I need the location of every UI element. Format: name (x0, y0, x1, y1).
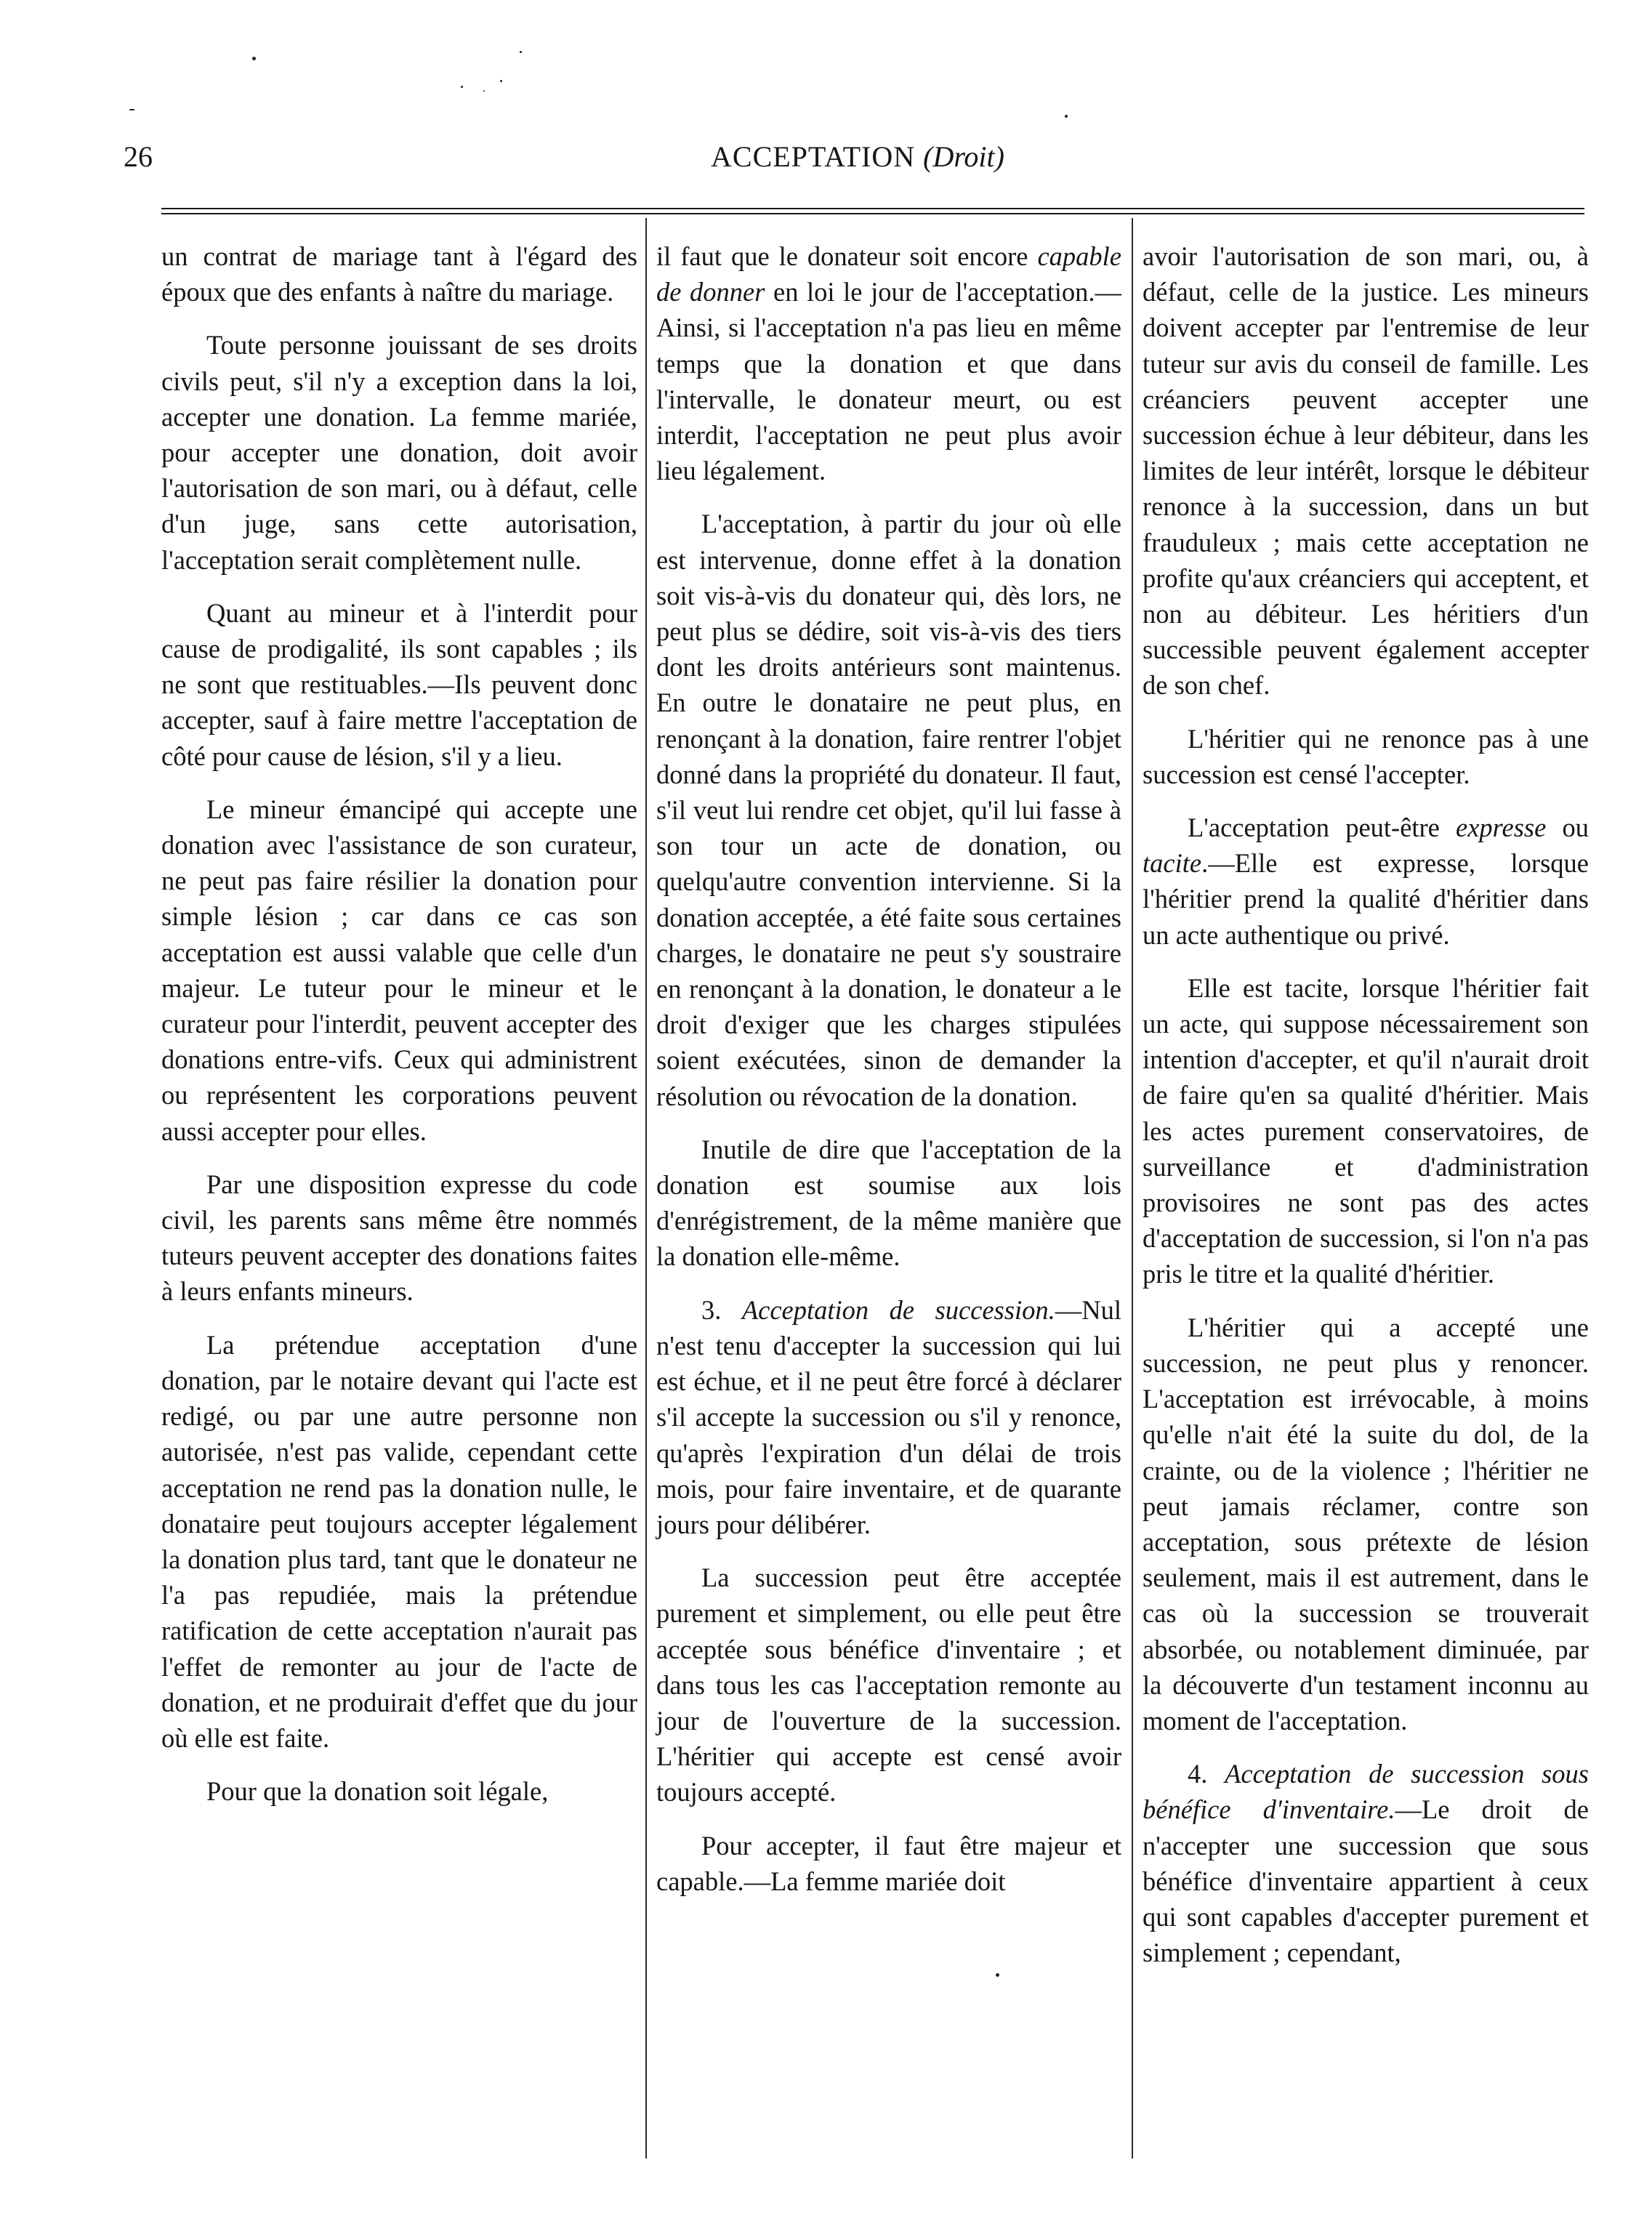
paragraph (161, 1166, 637, 1310)
column-divider-right (1132, 218, 1133, 2158)
running-title-main: ACCEPTATION (711, 140, 916, 173)
paragraph (161, 595, 637, 774)
paragraph (1143, 1310, 1589, 1738)
paragraph (656, 506, 1121, 1113)
text-run: .—Elle est expresse, lorsque l'héritier prend la qualité d'héritier dans un acte authentique ou privé. (1143, 848, 1589, 950)
text-run: L'acceptation, à partir du jour où elle est intervenue, donne effet à la donation soit vis-à-vis du donateur qui, dès lors, ne peut plus se dédire, soit vis-à-vis des tiers dont les droits antérieurs sont maintenus. En outre le donataire ne peut plus, en renonçant à la donation, faire rentrer l'objet donné dans la propriété du donateur. Il faut, s'il veut lui rendre cet objet, qu'il lui fasse à son tour un acte de donation, ou quelqu'autre convention intervienne. Si la donation acceptée, a été faite sous certaines charges, le donataire ne peut s'y soustraire en renonçant à la donation, le donateur a le droit d'exiger que les charges stipulées soient exécutées, sinon de demander la résolution ou révocation de la donation. (656, 509, 1121, 1111)
italic-text: Acceptation de succession. (741, 1294, 1055, 1325)
paragraph (161, 327, 637, 577)
text-run: un contrat de mariage tant à l'égard des époux que des enfants à naître du mariage. (161, 241, 637, 307)
text-run: Par une disposition expresse du code civil, les parents sans même être nommés tuteurs peuvent accepter des donations faites à leurs enfants mineurs. (161, 1169, 637, 1307)
paragraph (1143, 1756, 1589, 1970)
italic-text: tacite (1143, 848, 1202, 879)
text-run: L'héritier qui ne renonce pas à une succession est censé l'accepter. (1143, 723, 1589, 789)
text-run: 4. (1188, 1759, 1225, 1789)
paragraph (656, 1828, 1121, 1899)
text-run: Pour accepter, il faut être majeur et capable.—La femme mariée doit (656, 1830, 1121, 1896)
italic-text: capable de donner (656, 241, 1121, 307)
text-run: Toute personne jouissant de ses droits civils peut, s'il n'y a exception dans la loi, accepter une donation. La femme mariée, pour accepter une donation, doit avoir l'autorisation de son mari, ou à défaut, celle d'un juge, sans cette autorisation, l'acceptation serait complètement nulle. (161, 330, 637, 575)
paragraph (161, 791, 637, 1149)
text-run: La succession peut être acceptée purement et simplement, ou elle peut être acceptée sous bénéfice d'inventaire ; et dans tous les cas l'acceptation remonte au jour de l'ouverture de la succession. L'héritier qui accepte est censé avoir toujours accepté. (656, 1563, 1121, 1807)
header-rule (161, 208, 1584, 214)
paragraph (1143, 721, 1589, 792)
italic-text: Acceptation de succession sous bénéfice d'inventaire. (1143, 1759, 1589, 1825)
paragraph (656, 1292, 1121, 1542)
text-run: ou (1546, 813, 1589, 843)
paragraph (161, 1773, 637, 1809)
text-run: Quant au mineur et à l'interdit pour cause de prodigalité, ils sont capables ; ils ne sont que restituables.—Ils peuvent donc accepter, sauf à faire mettre l'acceptation de côté pour cause de lésion, s'il y a lieu. (161, 597, 637, 771)
paragraph (1143, 238, 1589, 704)
text-run: —Nul n'est tenu d'accepter la succession qui lui est échue, et il ne peut être forcé à déclarer s'il accepte la succession ou s'il y renonce, qu'après l'expiration d'un délai de trois mois, pour faire inventaire, et de quarante jours pour délibérer. (656, 1294, 1121, 1539)
text-run: Le mineur émancipé qui accepte une donation avec l'assistance de son curateur, ne peut pas faire résilier la donation pour simple lésion ; car dans ce cas son acceptation est aussi valable que celle d'un majeur. Le tuteur pour le mineur et le curateur pour l'interdit, peuvent accepter des donations entre-vifs. Ceux qui administrent ou représentent les corporations peuvent aussi accepter pour elles. (161, 794, 637, 1146)
italic-text: expresse (1456, 813, 1547, 843)
text-column-3 (1143, 238, 1589, 1970)
column-divider-left (645, 218, 647, 2158)
paragraph (1143, 970, 1589, 1292)
running-title (124, 140, 1592, 174)
text-run: Pour que la donation soit légale, (206, 1776, 549, 1807)
running-title-subtitle: (Droit) (923, 140, 1004, 173)
text-run: L'acceptation peut-être (1188, 813, 1456, 843)
text-run: 3. (701, 1294, 742, 1325)
text-run: L'héritier qui a accepté une succession, ne peut plus y renoncer. L'acceptation est irrévocable, à moins qu'elle n'ait été la suite du dol, de la crainte, ou de la violence ; l'héritier ne peut jamais réclamer, contre son acceptation, sous prétexte de lésion seulement, mais il est autrement, dans le cas où la succession se trouverait absorbée, ou notablement diminuée, par la découverte d'un testament inconnu au moment de l'acceptation. (1143, 1312, 1589, 1736)
paragraph (656, 1560, 1121, 1810)
text-run: avoir l'autorisation de son mari, ou, à défaut, celle de la justice. Les mineurs doivent accepter par l'entremise de leur tuteur sur avis du conseil de famille. Les créanciers peuvent accepter une succession échue à leur débiteur, dans les limites de leur intérêt, lorsque le débiteur renonce à la succession, dans un but frauduleux ; mais cette acceptation ne profite qu'aux créanciers qui acceptent, et non au débiteur. Les héritiers d'un successible peuvent également accepter de son chef. (1143, 241, 1589, 701)
text-run: Elle est tacite, lorsque l'héritier fait un acte, qui suppose nécessairement son intention d'accepter, et qu'il n'aurait droit de faire qu'en sa qualité d'héritier. Mais les actes purement conservatoires, de surveillance et d'administration provisoires ne sont pas des actes d'acceptation de succession, si l'on n'a pas pris le titre et la qualité d'héritier. (1143, 972, 1589, 1289)
text-run: —Le droit de n'accepter une succession que sous bénéfice d'inventaire appartient à ceux qui sont capables d'accepter purement et simplement ; cependant, (1143, 1794, 1589, 1968)
paragraph (656, 1132, 1121, 1275)
text-run: Inutile de dire que l'acceptation de la donation est soumise aux lois d'enrégistrement, de la même manière que la donation elle-même. (656, 1134, 1121, 1272)
text-run: en loi le jour de l'acceptation.—Ainsi, si l'acceptation n'a pas lieu en même temps que la donation et que dans l'intervalle, le donateur meurt, ou est interdit, l'acceptation ne peut plus avoir lieu légalement. (656, 277, 1121, 486)
paragraph (161, 238, 637, 310)
page-number: 26 (124, 140, 153, 173)
paragraph (656, 238, 1121, 488)
text-column-2 (656, 238, 1121, 1899)
text-run: il faut que le donateur soit encore (656, 241, 1038, 271)
paragraph (1143, 810, 1589, 953)
text-run: La prétendue acceptation d'une donation, par le notaire devant qui l'acte est redigé, ou par une autre personne non autorisée, n'est pas valide, cependant cette acceptation ne rend pas la donation nulle, le donataire peut toujours accepter légalement la donation plus tard, tant que le donateur ne l'a pas repudiée, mais la prétendue ratification de cette acceptation n'aurait pas l'effet de remonter au jour de l'acte de donation, et ne produirait d'effet que du jour où elle est faite. (161, 1329, 637, 1753)
paragraph (161, 1327, 637, 1756)
page-header (124, 140, 1592, 176)
text-column-1 (161, 238, 637, 1809)
